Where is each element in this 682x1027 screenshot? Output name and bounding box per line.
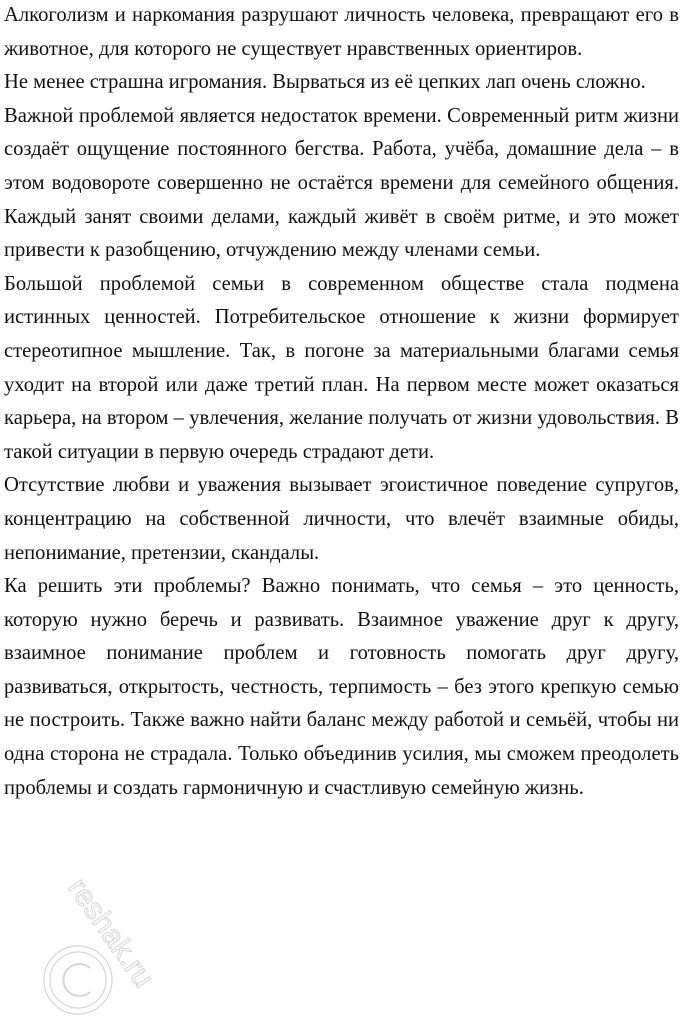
watermark xyxy=(20,860,180,1020)
paragraph-addictions: Алкоголизм и наркомания разрушают личность человека, превращают его в животное, для которого не существует нравственных ориентиров. xyxy=(4,4,679,60)
paragraph-solutions: Ка решить эти проблемы? Важно понимать, что семья – это ценность, которую нужно беречь и развивать. Взаимное уважение друг к другу, взаимное понимание проблем и готовность помогать друг другу, развиваться, открытость, честность, терпимость – без этого крепкую семью не построить. Также важно найти баланс между работой и семьёй, чтобы ни одна сторона не страдала. Только объединив усилия, мы сможем преодолеть проблемы и создать гармоничную и счастливую семейную жизнь. xyxy=(4,575,679,799)
paragraph-lack-of-time: Важной проблемой является недостаток времени. Современный ритм жизни создаёт ощущение постоянного бегства. Работа, учёба, домашние дела – в этом водовороте совершенно не остаётся времени для семейного общения. Каждый занят своими делами, каждый живёт в своём ритме, и это может привести к разобщению, отчуждению между членами семьи. xyxy=(4,104,679,262)
paragraph-love-respect: Отсутствие любви и уважения вызывает эгоистичное поведение супругов, концентрацию на собственной личности, что влечёт взаимные обиды, непонимание, претензии, скандалы. xyxy=(4,474,679,564)
document-body xyxy=(4,0,679,805)
paragraph-gambling: Не менее страшна игромания. Вырваться из её цепких лап очень сложно. xyxy=(4,71,646,94)
copyright-watermark-icon xyxy=(20,860,180,1020)
watermark-text: reshak.ru xyxy=(61,872,161,994)
paragraph-values: Большой проблемой семьи в современном обществе стала подмена истинных ценностей. Потребительское отношение к жизни формирует стереотипное мышление. Так, в погоне за материальными благами семья уходит на второй или даже третий план. На первом месте может оказаться карьера, на втором – увлечения, желание получать от жизни удовольствия. В такой ситуации в первую очередь страдают дети. xyxy=(4,272,679,463)
